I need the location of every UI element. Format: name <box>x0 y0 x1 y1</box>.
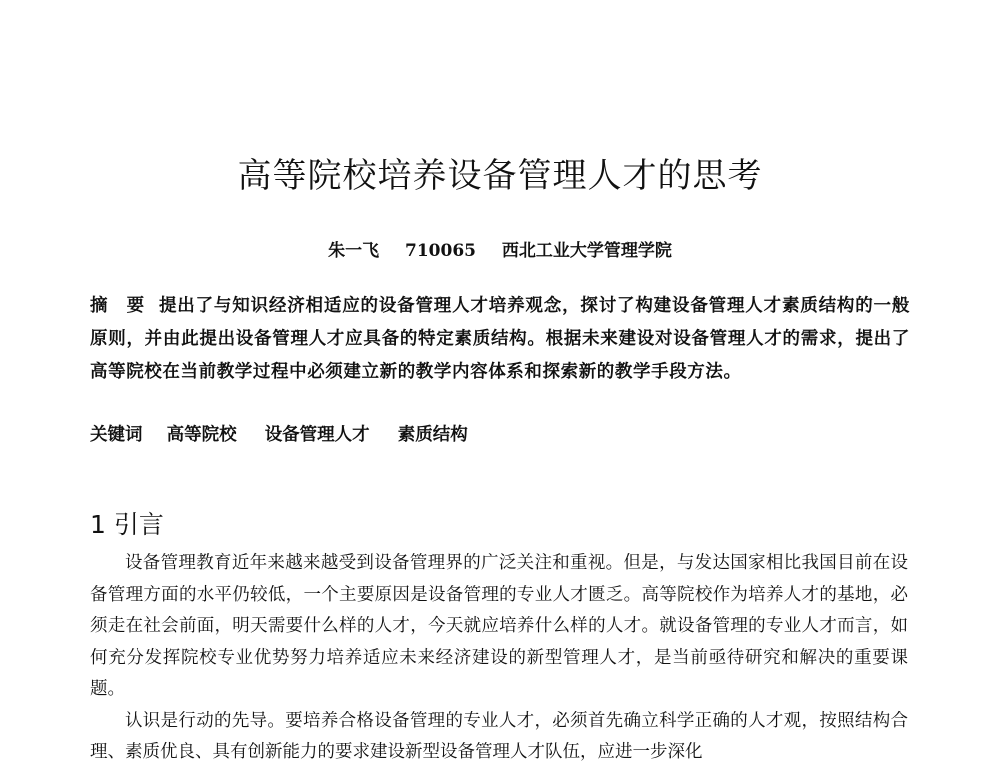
paragraph: 设备管理教育近年来越来越受到设备管理界的广泛关注和重视。但是，与发达国家相比我国目前在设备管理方面的水平仍较低，一个主要原因是设备管理的专业人才匮乏。高等院校作为培养人才的基地，必须走在社会前面，明天需要什么样的人才，今天就应培养什么样的人才。就设备管理的专业人才而言，如何充分发挥院校专业优势努力培养适应未来经济建设的新型管理人才，是当前亟待研究和解决的重要课题。 <box>90 553 908 699</box>
postcode: 710065 <box>405 241 476 261</box>
author-name: 朱一飞 <box>328 241 380 261</box>
keyword: 高等院校 <box>166 425 237 445</box>
paper-title: 高等院校培养设备管理人才的思考 <box>237 156 763 196</box>
body-text <box>90 548 908 769</box>
affiliation: 西北工业大学管理学院 <box>501 241 672 261</box>
author-line <box>0 236 1000 261</box>
keywords <box>90 419 910 452</box>
abstract-label: 摘 要 <box>90 296 145 316</box>
section-heading: 1 引言 <box>90 510 164 539</box>
keyword: 设备管理人才 <box>264 425 370 445</box>
abstract <box>90 290 910 389</box>
abstract-text: 提出了与知识经济相适应的设备管理人才培养观念，探讨了构建设备管理人才素质结构的一般原则，并由此提出设备管理人才应具备的特定素质结构。根据未来建设对设备管理人才的需求，提出了高等院校在当前教学过程中必须建立新的教学内容体系和探索新的教学手段方法。 <box>90 296 910 382</box>
keywords-label: 关键词 <box>90 425 143 445</box>
keyword: 素质结构 <box>397 425 468 445</box>
paragraph: 认识是行动的先导。要培养合格设备管理的专业人才，必须首先确立科学正确的人才观，按照结构合理、素质优良、具有创新能力的要求建设新型设备管理人才队伍，应进一步深化 <box>90 710 908 762</box>
